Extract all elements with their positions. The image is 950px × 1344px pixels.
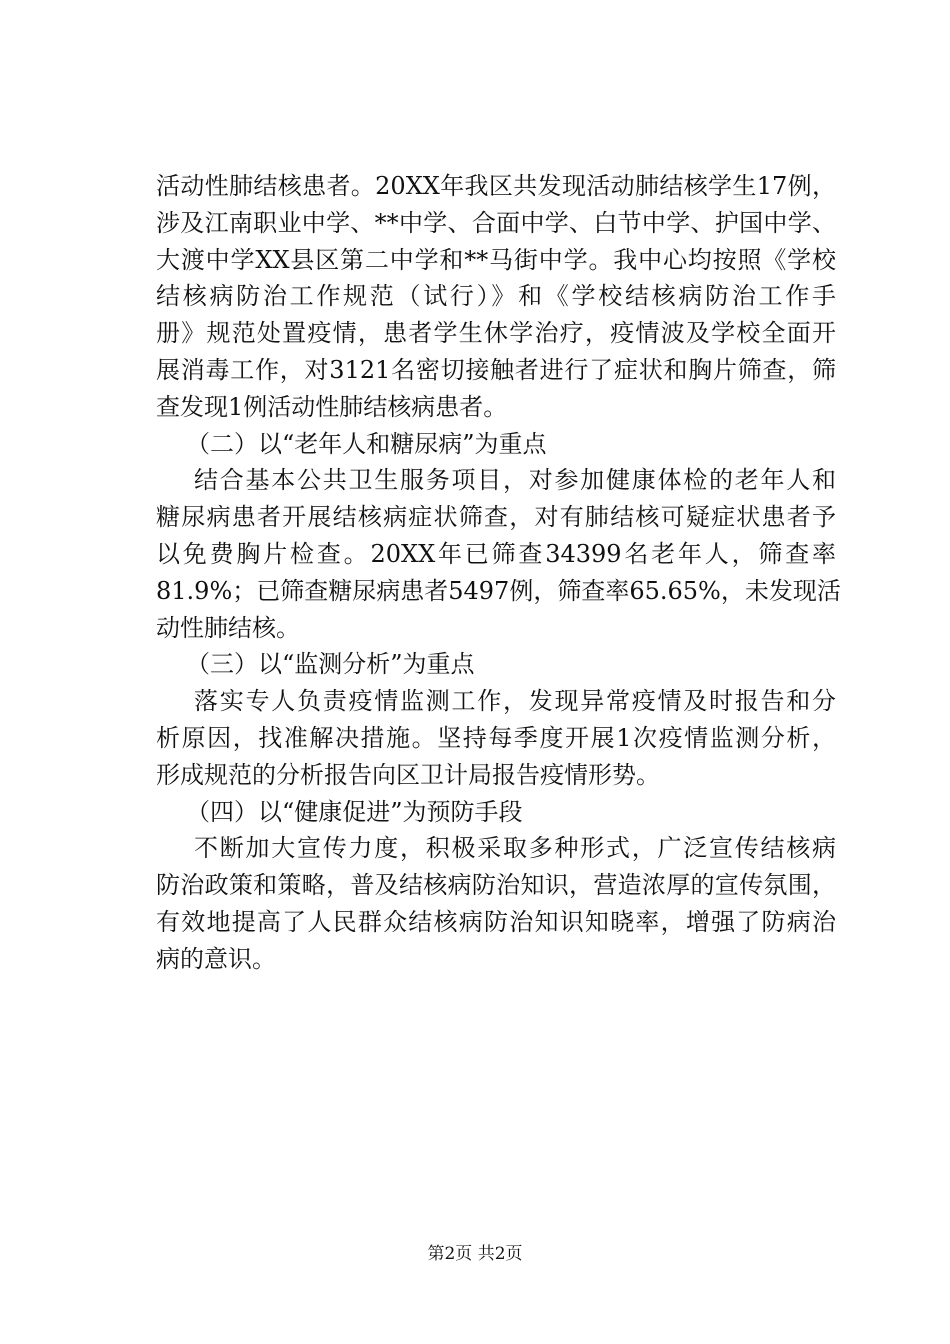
text-line: 以免费胸片检查。20XX年已筛查34399名老年人，筛查率	[156, 539, 836, 568]
text-line: 活动性肺结核患者。20XX年我区共发现活动肺结核学生17例，	[156, 172, 836, 200]
text-line: 查发现1例活动性肺结核病患者。	[156, 392, 508, 421]
text-line: 展消毒工作，对3121名密切接触者进行了症状和胸片筛查，筛	[156, 355, 836, 384]
text-line: 结核病防治工作规范（试行）》和《学校结核病防治工作手	[156, 282, 836, 311]
text-line: 涉及江南职业中学、**中学、合面中学、白节中学、护国中学、	[156, 208, 836, 237]
text-line: 结合基本公共卫生服务项目，对参加健康体检的老年人和	[194, 466, 836, 495]
text-line: 动性肺结核。	[156, 613, 300, 642]
text-line: 析原因，找准解决措施。坚持每季度开展1次疫情监测分析，	[156, 723, 836, 752]
text-line: 病的意识。	[156, 944, 276, 973]
section-heading: （四）以“健康促进”为预防手段	[186, 797, 523, 826]
text-line: 落实专人负责疫情监测工作，发现异常疫情及时报告和分	[194, 687, 836, 716]
text-line: 糖尿病患者开展结核病症状筛查，对有肺结核可疑症状患者予	[156, 503, 836, 532]
section-heading: （二）以“老年人和糖尿病”为重点	[186, 429, 547, 458]
text-line: 形成规范的分析报告向区卫计局报告疫情形势。	[156, 760, 660, 789]
text-line: 有效地提高了人民群众结核病防治知识知晓率，增强了防病治	[156, 907, 836, 936]
body-text	[156, 168, 841, 978]
text-line: 册》规范处置疫情，患者学生休学治疗，疫情波及学校全面开	[156, 319, 836, 348]
text-line: 不断加大宣传力度，积极采取多种形式，广泛宣传结核病	[194, 834, 836, 863]
page-footer: 第2页 共2页	[427, 1244, 523, 1264]
section-heading: （三）以“监测分析”为重点	[186, 650, 475, 679]
text-line: 大渡中学XX县区第二中学和**马街中学。我中心均按照《学校	[156, 245, 836, 274]
text-line: 81.9%；已筛查糖尿病患者5497例，筛查率65.65%，未发现活	[156, 576, 841, 605]
text-line: 防治政策和策略，普及结核病防治知识，营造浓厚的宣传氛围，	[156, 871, 836, 900]
